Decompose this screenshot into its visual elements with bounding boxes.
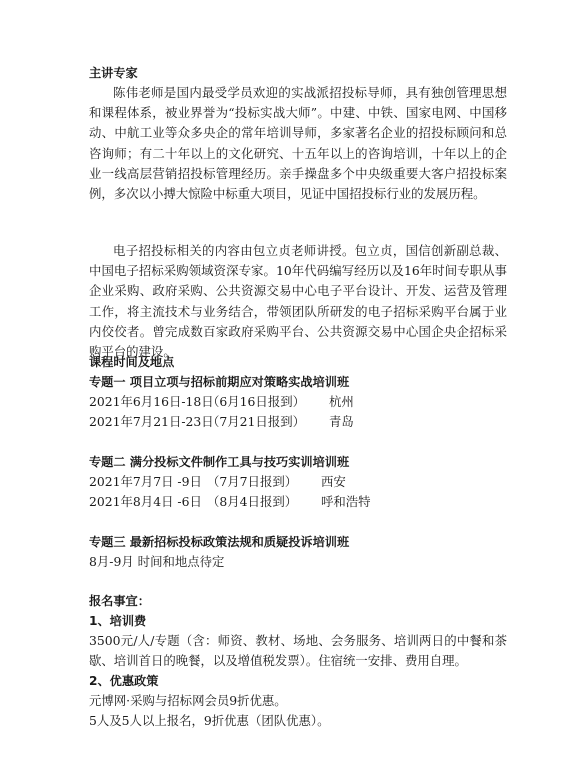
topic-3-note: 8月-9月 时间和地点待定 bbox=[89, 554, 225, 569]
session-city: 杭州 bbox=[329, 394, 354, 409]
discount-member: 元博网·采购与招标网会员9折优惠。 bbox=[89, 693, 287, 708]
session-report: （7月21日报到） bbox=[207, 414, 305, 429]
expert-paragraph-1: 陈伟老师是国内最受学员欢迎的实战派招投标导师，具有独创管理思想和课程体系，被业界誉为“投标实战大师”。中建、中铁、国家电网、中国移动、中航工业等众多央企的常年培训导师，多家著名企业的招投标顾问和总咨询师；有二十年以上的文化研究、十五年以上的咨询培训，十年以上的企业一线高层营销招投标管理经历。亲手操盘多个中央级重要大客户招投标案例，多次以小搏大惊险中标重大项目，见证中国招投标行业的发展历程。 bbox=[89, 85, 507, 202]
experts-heading: 主讲专家 bbox=[89, 66, 138, 80]
session-date: 2021年8月4日 -6日 bbox=[89, 494, 202, 509]
session-date: 2021年7月21日-23日 bbox=[89, 414, 214, 429]
expert-paragraph-2: 电子招投标相关的内容由包立贞老师讲授。包立贞，国信创新副总裁、中国电子招标采购领域资深专家。10年代码编写经历以及16年时间专职从事企业采购、政府采购、公共资源交易中心电子平台设计、开发、运营及管理工作，将主流技术与业务结合，带领团队所研发的电子招标采购平台属于业内佼佼者。曾完成数百家政府采购平台、公共资源交易中心国企央企招标采购平台的建设。 bbox=[89, 243, 507, 360]
fee-text: 3500元/人/专题（含：师资、教材、场地、会务服务、培训两日的中餐和茶歇、培训首日的晚餐，以及增值税发票）。住宿统一安排、费用自理。 bbox=[89, 633, 507, 669]
session-date: 2021年6月16日-18日 bbox=[89, 394, 214, 409]
topic-2-title: 专题二 满分投标文件制作工具与技巧实训培训班 bbox=[89, 455, 350, 469]
session-report: （7月7日报到） bbox=[207, 474, 298, 489]
topic-1-session-2 bbox=[89, 412, 354, 432]
fee-heading: 1、培训费 bbox=[89, 614, 147, 628]
topic-3-title: 专题三 最新招标投标政策法规和质疑投诉培训班 bbox=[89, 535, 350, 549]
schedule-heading: 课程时间及地点 bbox=[89, 355, 175, 369]
topic-1-title: 专题一 项目立项与招标前期应对策略实战培训班 bbox=[89, 375, 350, 389]
session-report: （8月4日报到） bbox=[207, 494, 298, 509]
registration-heading: 报名事宜： bbox=[89, 594, 150, 608]
topic-1-session-1 bbox=[89, 392, 354, 412]
discount-heading: 2、优惠政策 bbox=[89, 674, 159, 688]
topic-2-session-2 bbox=[89, 492, 371, 512]
session-city: 青岛 bbox=[329, 414, 354, 429]
discount-group: 5人及5人以上报名，9折优惠（团队优惠）。 bbox=[89, 713, 330, 728]
session-city: 呼和浩特 bbox=[321, 494, 371, 509]
topic-2-session-1 bbox=[89, 472, 346, 492]
session-date: 2021年7月7日 -9日 bbox=[89, 474, 202, 489]
session-city: 西安 bbox=[321, 474, 346, 489]
session-report: （6月16日报到） bbox=[207, 394, 305, 409]
